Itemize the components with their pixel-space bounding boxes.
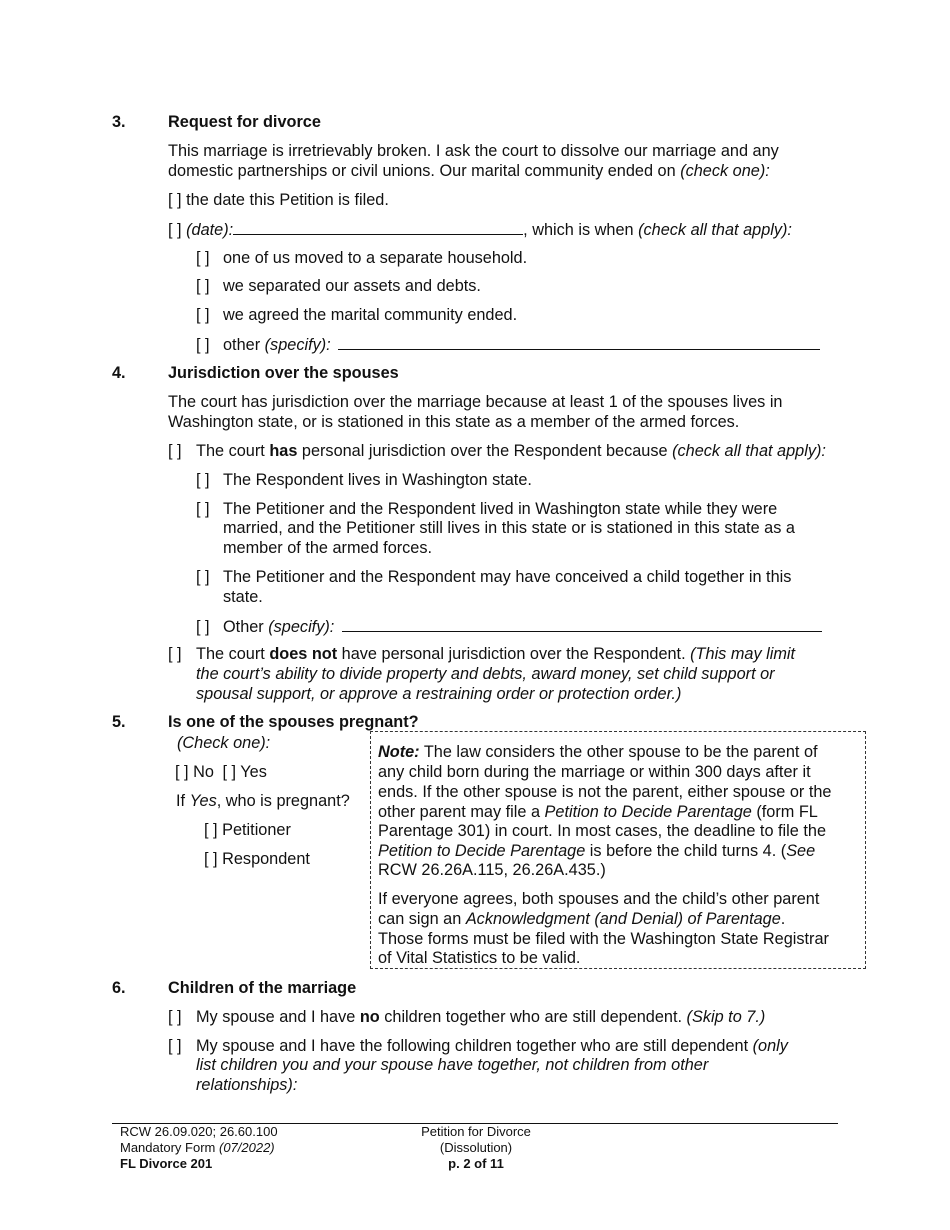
section-3-intro-line-2 <box>168 161 770 181</box>
intro-instruction: (check one): <box>680 162 770 180</box>
note-line-3: ends. If the other spouse is not the parent, either spouse or the <box>378 783 832 801</box>
not-instruction-1: (This may limit <box>690 645 796 663</box>
have-children-instruction-2: list children you and your spouse have together, not children from other <box>196 1056 709 1074</box>
option-specific-date <box>168 219 792 240</box>
lives-in-wa-label: The Respondent lives in Washington state. <box>223 471 532 489</box>
section-3-intro-line-1: This marriage is irretrievably broken. I ask the court to dissolve our marriage and any <box>168 142 779 160</box>
footer-page-number: p. 2 of 11 <box>448 1156 504 1171</box>
note-l4-post: (form FL <box>751 803 818 821</box>
checkbox-separated-assets[interactable]: [ ] <box>196 277 210 295</box>
yes-label: Yes <box>240 763 267 781</box>
option-no-children <box>168 1007 765 1027</box>
no-children-pre: My spouse and I have <box>196 1008 360 1026</box>
sub-option-other <box>196 334 820 355</box>
footer-mandatory <box>120 1140 275 1156</box>
section-4-intro-line-2: Washington state, or is stationed in this state as a member of the armed forces. <box>168 413 740 431</box>
footer-mandatory-date: (07/2022) <box>218 1140 275 1155</box>
note-line-4 <box>378 802 818 822</box>
has-post: personal jurisdiction over the Respondent because <box>297 442 673 460</box>
option-date-filed <box>168 190 389 210</box>
checkbox-lived-while-married[interactable]: [ ] <box>196 500 210 518</box>
note-p2-line-4: of Vital Statistics to be valid. <box>378 949 581 967</box>
note-p2-line-1: If everyone agrees, both spouses and the child’s other parent <box>378 890 820 908</box>
footer-title-2: (Dissolution) <box>439 1140 513 1155</box>
note-l4-it: Petition to Decide Parentage <box>544 803 752 821</box>
checkbox-has-jurisdiction[interactable]: [ ] <box>168 442 182 460</box>
date-after-instruction: (check all that apply): <box>638 221 792 239</box>
married-line-1: The Petitioner and the Respondent lived in Washington state while they were <box>223 500 778 518</box>
conceived-line-2: state. <box>223 588 263 606</box>
option-date-filed-label: the date this Petition is filed. <box>186 191 389 209</box>
note-p2-line-3: Those forms must be filed with the Washington State Registrar <box>378 930 829 948</box>
checkbox-lives-in-wa[interactable]: [ ] <box>196 471 210 489</box>
respondent-label: Respondent <box>222 850 310 868</box>
checkbox-no-jurisdiction[interactable]: [ ] <box>168 645 182 663</box>
sub-option-separated-assets-label: we separated our assets and debts. <box>223 277 481 295</box>
other-label: other <box>223 336 265 354</box>
if-yes-pre: If <box>176 792 190 810</box>
option-no-jurisdiction <box>168 644 795 664</box>
checkbox-other-s3[interactable]: [ ] <box>196 336 210 354</box>
note-line-7: RCW 26.26A.115, 26.26A.435.) <box>378 861 606 879</box>
section-4-heading: Jurisdiction over the spouses <box>168 364 399 382</box>
section-6-heading: Children of the marriage <box>168 979 357 997</box>
not-instruction-2: the court’s ability to divide property and debts, award money, set child support or <box>196 665 775 683</box>
note-p2-l2-it: Acknowledgment (and Denial) of Parentage <box>465 910 781 928</box>
if-yes-question <box>176 791 350 811</box>
checkbox-other-s4[interactable]: [ ] <box>196 618 210 636</box>
sub-option-moved-label: one of us moved to a separate household. <box>223 249 528 267</box>
note-label: Note: <box>378 743 420 761</box>
petitioner-label: Petitioner <box>222 821 291 839</box>
checkbox-have-children[interactable]: [ ] <box>168 1037 182 1055</box>
not-post: have personal jurisdiction over the Respondent. <box>337 645 691 663</box>
option-has-jurisdiction <box>168 441 826 461</box>
footer-form-id: FL Divorce 201 <box>120 1156 213 1171</box>
no-label: No <box>193 763 214 781</box>
checkbox-date-filed[interactable]: [ ] <box>168 191 182 209</box>
other-specify-field-s3[interactable] <box>338 334 820 350</box>
if-yes-it: Yes <box>189 792 217 810</box>
option-have-children <box>168 1036 788 1056</box>
note-p2-line-2 <box>378 909 785 929</box>
date-after-text: , which is when <box>523 221 639 239</box>
note-l6-it: Petition to Decide Parentage <box>378 842 586 860</box>
pregnant-yes-no <box>175 762 267 782</box>
sub-option-lives-in-wa <box>196 470 532 490</box>
checkbox-specific-date[interactable]: [ ] <box>168 221 182 239</box>
checkbox-yes[interactable]: [ ] <box>222 763 237 781</box>
date-label: (date): <box>186 221 234 239</box>
sub-option-agreed-ended <box>196 305 517 325</box>
note-p2-l2-pre: can sign an <box>378 910 466 928</box>
sub-option-separated-assets <box>196 276 481 296</box>
note-line-5: Parentage 301) in court. In most cases, the deadline to file the <box>378 822 827 840</box>
note-l6-see: See <box>786 842 816 860</box>
not-instruction-3: spousal support, or approve a restraining order or protection order.) <box>196 685 682 703</box>
sub-option-lived-while-married <box>196 499 777 519</box>
married-line-2: married, and the Petitioner still lives in this state or is stationed in this state as a <box>223 519 795 537</box>
if-yes-post: , who is pregnant? <box>216 792 350 810</box>
note-line-1 <box>378 742 818 762</box>
date-field[interactable] <box>233 219 523 235</box>
has-pre: The court <box>196 442 270 460</box>
note-l4-pre: other parent may file a <box>378 803 545 821</box>
checkbox-no[interactable]: [ ] <box>175 763 189 781</box>
not-bold: does not <box>269 645 338 663</box>
option-petitioner <box>204 820 291 840</box>
footer-title-1: Petition for Divorce <box>421 1124 531 1139</box>
section-4-intro-line-1: The court has jurisdiction over the marriage because at least 1 of the spouses lives in <box>168 393 783 411</box>
checkbox-respondent[interactable]: [ ] <box>204 850 218 868</box>
note-p2-l2-post: . <box>780 910 786 928</box>
have-children-pre: My spouse and I have the following children together who are still dependent <box>196 1037 753 1055</box>
footer-rcw: RCW 26.09.020; 26.60.100 <box>120 1124 278 1139</box>
intro-text: domestic partnerships or civil unions. Our marital community ended on <box>168 162 681 180</box>
has-instruction: (check all that apply): <box>672 442 826 460</box>
check-one-label: (Check one): <box>177 734 271 752</box>
no-children-instruction: (Skip to 7.) <box>686 1008 766 1026</box>
section-6-number: 6. <box>112 979 126 997</box>
other-label-s4: Other <box>223 618 269 636</box>
checkbox-conceived[interactable]: [ ] <box>196 568 210 586</box>
note-l6-post: is before the child turns 4. ( <box>585 842 787 860</box>
checkbox-agreed-ended[interactable]: [ ] <box>196 306 210 324</box>
no-children-bold: no <box>359 1008 380 1026</box>
has-bold: has <box>269 442 298 460</box>
conceived-line-1: The Petitioner and the Respondent may have conceived a child together in this <box>223 568 792 586</box>
no-children-post: children together who are still dependent. <box>379 1008 687 1026</box>
note-l1: The law considers the other spouse to be the parent of <box>419 743 818 761</box>
other-specify-field-s4[interactable] <box>342 616 822 632</box>
section-3-number: 3. <box>112 113 126 131</box>
checkbox-petitioner[interactable]: [ ] <box>204 821 218 839</box>
section-5-number: 5. <box>112 713 126 731</box>
sub-option-conceived <box>196 567 791 587</box>
note-line-6 <box>378 841 815 861</box>
other-instruction: (specify): <box>264 336 331 354</box>
footer-mandatory-pre: Mandatory Form <box>120 1140 219 1155</box>
sub-option-agreed-ended-label: we agreed the marital community ended. <box>223 306 518 324</box>
have-children-instruction-1: (only <box>752 1037 788 1055</box>
other-instruction-s4: (specify): <box>268 618 335 636</box>
section-3-heading: Request for divorce <box>168 113 321 131</box>
not-pre: The court <box>196 645 270 663</box>
sub-option-other-s4 <box>196 616 822 637</box>
checkbox-no-children[interactable]: [ ] <box>168 1008 182 1026</box>
section-5-heading: Is one of the spouses pregnant? <box>168 713 419 731</box>
note-line-2: any child born during the marriage or within 300 days after it <box>378 763 811 781</box>
section-4-number: 4. <box>112 364 126 382</box>
option-respondent <box>204 849 310 869</box>
checkbox-moved[interactable]: [ ] <box>196 249 210 267</box>
sub-option-moved <box>196 248 527 268</box>
married-line-3: member of the armed forces. <box>223 539 433 557</box>
have-children-instruction-3: relationships): <box>196 1076 298 1094</box>
